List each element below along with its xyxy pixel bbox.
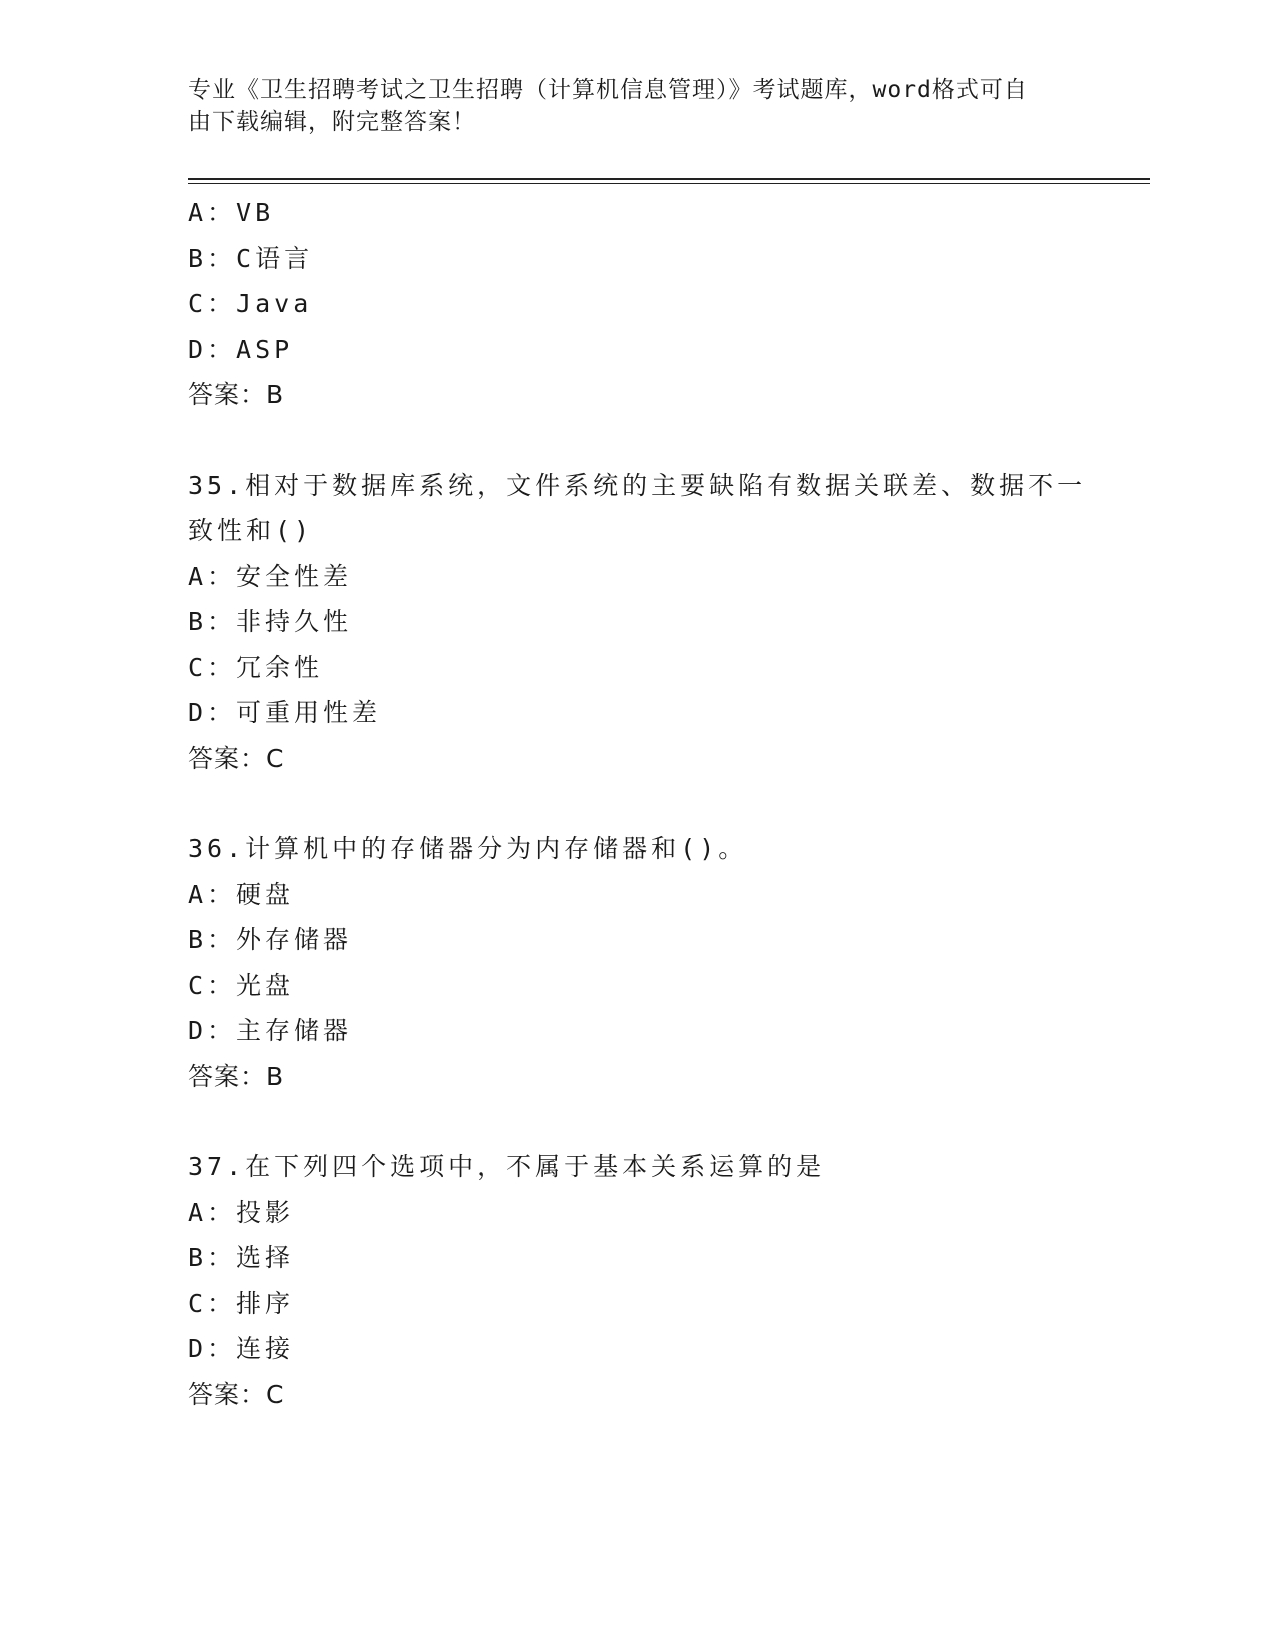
question-text-line-1: 35.相对于数据库系统，文件系统的主要缺陷有数据关联差、数据不一 (188, 470, 1087, 500)
option-c: C：光盘 (188, 970, 295, 1000)
answer-line: 答案：C (188, 1379, 285, 1409)
option-a: A：投影 (188, 1197, 295, 1227)
option-d: D：主存储器 (188, 1016, 353, 1045)
question-block-36 (188, 826, 1088, 1099)
answer-line: 答案：B (188, 1061, 285, 1091)
option-a: A：VB (188, 198, 275, 227)
question-block-34 (188, 190, 1088, 418)
option-a: A：安全性差 (188, 561, 353, 591)
option-d: D：ASP (188, 334, 294, 364)
option-b: B：C语言 (188, 243, 314, 273)
option-b: B：非持久性 (188, 607, 353, 636)
header-line-2: 由下载编辑，附完整答案！ (188, 109, 476, 135)
header-divider-thin (188, 183, 1150, 184)
option-b: B：外存储器 (188, 925, 353, 954)
header-divider-thick (188, 178, 1150, 180)
question-text-line-1: 36.计算机中的存储器分为内存储器和()。 (188, 834, 748, 863)
header-line-1: 专业《卫生招聘考试之卫生招聘（计算机信息管理）》考试题库，word格式可自 (188, 77, 1028, 103)
answer-line: 答案：B (188, 380, 285, 409)
option-c: C：Java (188, 289, 313, 318)
question-text-line-1: 37.在下列四个选项中，不属于基本关系运算的是 (188, 1152, 826, 1181)
question-text-line-2: 致性和() (188, 516, 314, 545)
option-a: A：硬盘 (188, 879, 295, 909)
question-block-35 (188, 463, 1088, 782)
question-block-37 (188, 1144, 1088, 1417)
option-c: C：排序 (188, 1288, 295, 1318)
option-b: B：选择 (188, 1243, 295, 1272)
document-header (188, 74, 1068, 138)
option-c: C：冗余性 (188, 652, 324, 682)
question-list (188, 190, 1088, 1417)
option-d: D：连接 (188, 1334, 295, 1363)
option-d: D：可重用性差 (188, 698, 382, 727)
answer-line: 答案：C (188, 743, 285, 773)
